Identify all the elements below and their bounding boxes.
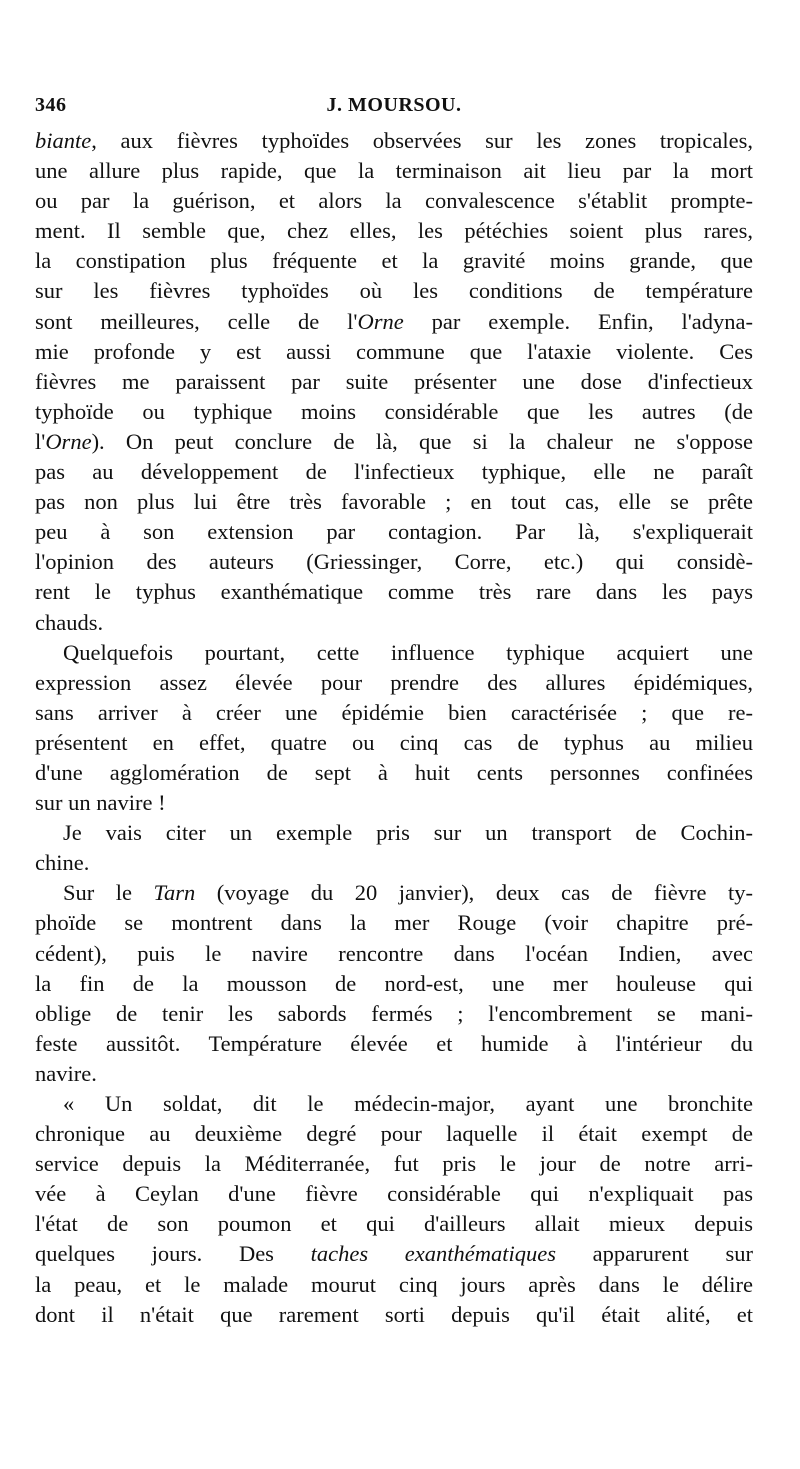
text-line [35,788,753,818]
text-line [35,156,753,186]
text-run: chauds. [35,609,104,635]
text-run: apparurent sur [555,1241,753,1267]
text-line [35,608,753,638]
text-line [35,547,753,577]
text-run: l'opinion des auteurs (Griessinger, Corre, etc.) qui considè- [35,549,753,575]
text-line [35,728,753,758]
text-run: Je vais citer un exemple pris sur un transport de Cochin- [63,820,753,846]
text-line [35,999,753,1029]
body-text [35,126,753,1330]
text-line [35,367,753,397]
text-run: ou par la guérison, et alors la convalescence s'établit prompte- [35,188,753,214]
text-line [35,1270,753,1300]
text-run: service depuis la Méditerranée, fut pris le jour de notre arri- [35,1151,753,1177]
text-line [35,1029,753,1059]
text-line [35,1209,753,1239]
text-run: (voyage du 20 janvier), deux cas de fièvre ty- [195,880,753,906]
text-line [35,457,753,487]
text-run: quelques jours. Des [35,1241,311,1267]
running-head: J. MOURSOU. [326,94,462,116]
text-line [35,216,753,246]
text-run: Quelquefois pourtant, cette influence typhique acquiert une [63,639,753,665]
text-line [35,878,753,908]
text-line [35,246,753,276]
text-run: ment. Il semble que, chez elles, les pétéchies soient plus rares, [35,218,753,244]
text-run: sur un navire ! [35,790,166,816]
text-run: sans arriver à créer une épidémie bien caractérisée ; que re- [35,699,753,725]
italic-text: taches exanthématiques [310,1241,556,1267]
text-run: chine. [35,850,90,876]
text-run: navire. [35,1060,97,1086]
text-line [35,487,753,517]
text-line [35,1239,753,1269]
text-line [35,638,753,668]
text-run: , aux fièvres typhoïdes observées sur les zones tropicales, [91,128,753,153]
text-line [35,668,753,698]
page-number: 346 [35,94,67,116]
text-line [35,698,753,728]
text-run: fièvres me paraissent par suite présenter une dose d'infectieux [35,368,753,394]
text-run: mie profonde y est aussi commune que l'ataxie violente. Ces [35,338,753,364]
text-run: par exemple. Enfin, l'adyna- [403,308,753,334]
text-line [35,186,753,216]
text-run: la fin de la mousson de nord-est, une mer houleuse qui [35,970,753,996]
text-line [35,1149,753,1179]
text-run: expression assez élevée pour prendre des allures épidémiques, [35,669,753,695]
text-line [35,818,753,848]
italic-text: Orne [357,308,404,334]
text-run: la constipation plus fréquente et la gravité moins grande, que [35,248,753,274]
text-line [35,1089,753,1119]
text-line [35,908,753,938]
text-run: vée à Ceylan d'une fièvre considérable qui n'expliquait pas [35,1181,753,1207]
italic-text: biante [35,128,92,153]
text-run: sur les fièvres typhoïdes où les conditions de température [35,278,753,304]
text-line [35,307,753,337]
text-run: d'une agglomération de sept à huit cents personnes confinées [35,759,753,785]
text-run: « Un soldat, dit le médecin-major, ayant une bronchite [63,1091,753,1116]
text-line [35,337,753,367]
text-run: chronique au deuxième degré pour laquelle il était exempt de [35,1121,753,1147]
text-run: présentent en effet, quatre ou cinq cas de typhus au milieu [35,729,753,755]
italic-text: Tarn [153,880,196,906]
page-header [35,94,753,124]
text-line [35,1300,753,1330]
text-line [35,1179,753,1209]
text-run: la peau, et le malade mourut cinq jours après dans le délire [35,1271,753,1297]
text-run: rent le typhus exanthématique comme très rare dans les pays [35,579,753,605]
text-run: peu à son extension par contagion. Par là, s'expliquerait [35,519,753,545]
text-run: l'état de son poumon et qui d'ailleurs allait mieux depuis [35,1211,753,1237]
text-line [35,1119,753,1149]
text-line [35,969,753,999]
italic-text: Orne [45,428,92,454]
text-line [35,848,753,878]
text-run: cédent), puis le navire rencontre dans l'océan Indien, avec [35,940,753,966]
text-run: pas au développement de l'infectieux typhique, elle ne paraît [35,459,753,485]
text-line [35,517,753,547]
text-run: feste aussitôt. Température élevée et humide à l'intérieur du [35,1030,753,1056]
text-line [35,1059,753,1089]
text-run: oblige de tenir les sabords fermés ; l'encombrement se mani- [35,1000,753,1026]
text-line [35,939,753,969]
text-run: dont il n'était que rarement sorti depuis qu'il était alité, et [35,1301,753,1327]
text-line [35,577,753,607]
text-run: ). On peut conclure de là, que si la chaleur ne s'oppose [91,428,753,454]
text-run: typhoïde ou typhique moins considérable que les autres (de [35,398,753,424]
text-run: sont meilleures, celle de l' [35,308,358,334]
text-run: l' [35,428,46,454]
text-line [35,397,753,427]
text-run: phoïde se montrent dans la mer Rouge (voir chapitre pré- [35,910,753,936]
text-line [35,276,753,306]
text-run: Sur le [63,880,154,906]
text-line [35,758,753,788]
text-run: une allure plus rapide, que la terminaison ait lieu par la mort [35,158,753,184]
text-line [35,427,753,457]
text-run: pas non plus lui être très favorable ; en tout cas, elle se prête [35,489,753,515]
text-line [35,126,753,156]
